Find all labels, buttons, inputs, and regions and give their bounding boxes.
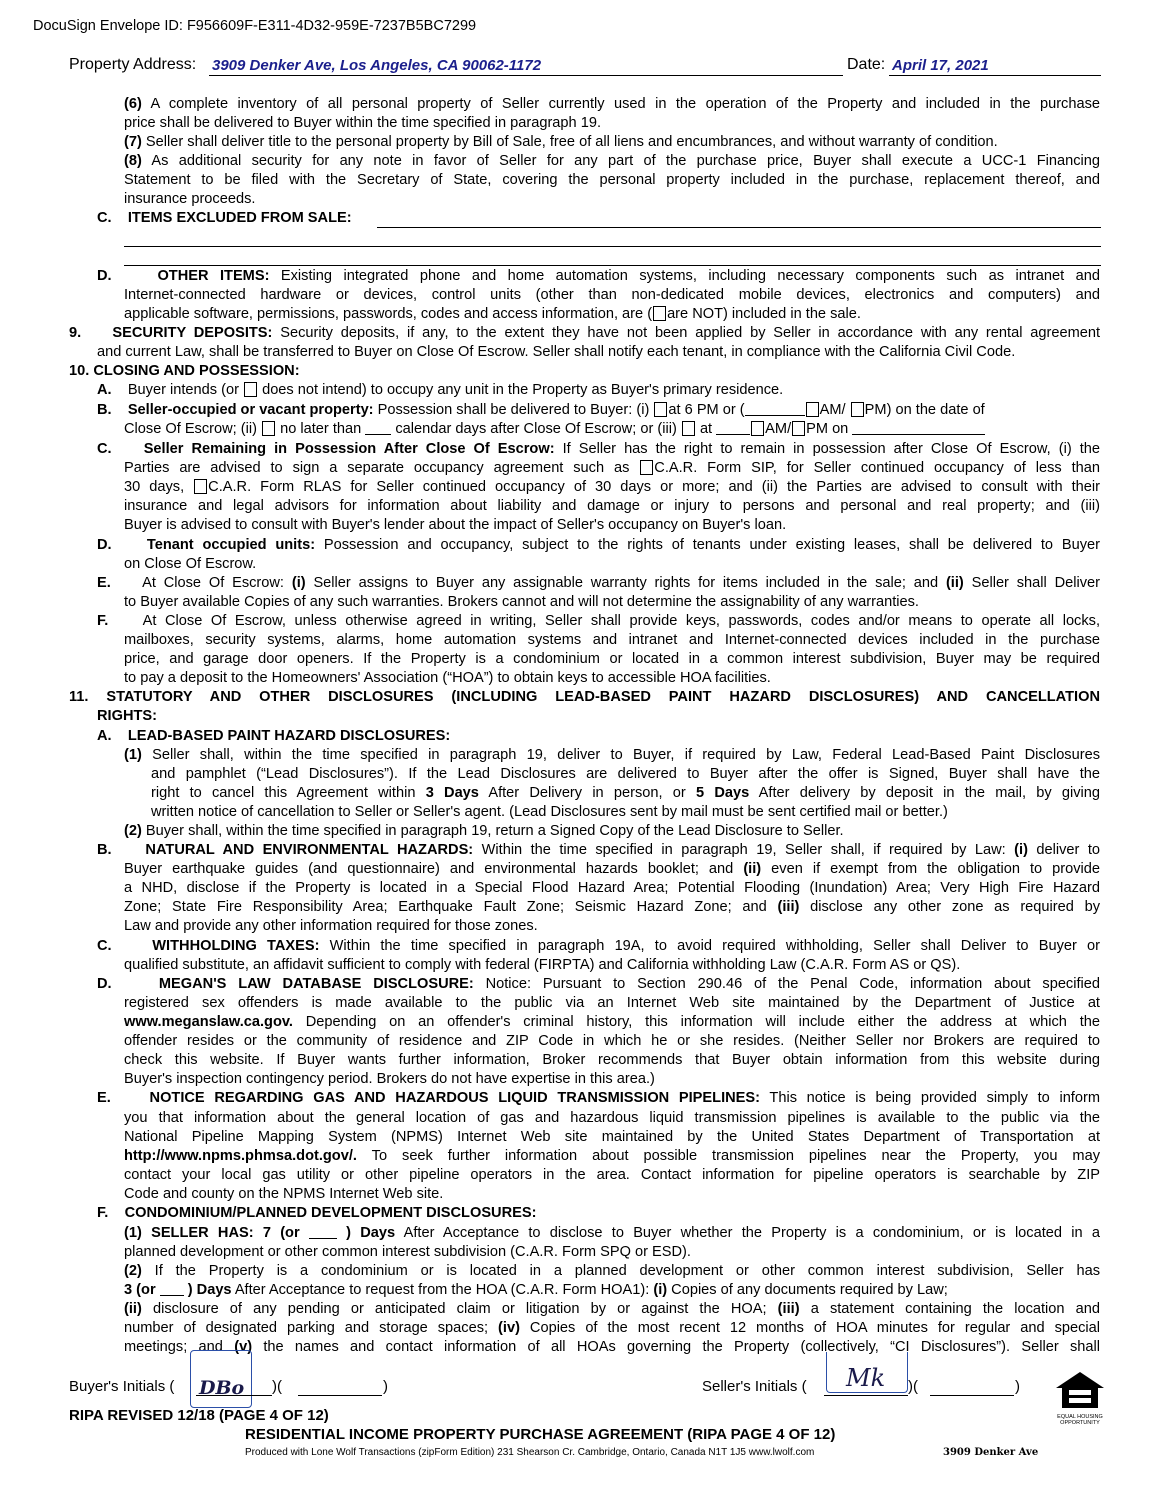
para-11b-line5: Law and provide any other information required for those zones. — [124, 918, 538, 934]
seller-initials-close: ) — [1015, 1378, 1020, 1395]
para-11a2: (2) Buyer shall, within the time specified in paragraph 19, return a Signed Copy of the Lead Disclosure to Seller. — [124, 823, 844, 839]
para-11d-line1: D. MEGAN'S LAW DATABASE DISCLOSURE: Notice: Pursuant to Section 290.46 of the Penal Code, information about specified — [97, 976, 1101, 992]
para-8d-line2: Internet-connected hardware or devices, control units (other than non-dedicated mobile devices, electronics and computers) and — [124, 287, 1100, 303]
buyer-initials-separator: )( — [272, 1378, 282, 1395]
possession-pm2-checkbox[interactable] — [792, 421, 805, 436]
equal-housing-text: EQUAL HOUSING OPPORTUNITY — [1057, 1414, 1103, 1426]
para-11d-line3: www.meganslaw.ca.gov. Depending on an offender's criminal history, this information will include either the address at which the — [124, 1014, 1100, 1030]
para-8b8-line2: Statement to be filed with the Secretary of State, covering the personal property included in the purchase, replacement thereof, and — [124, 172, 1100, 188]
para-11f2-line3: (ii) disclosure of any pending or anticipated claim or litigation by or against the HOA; (iii) a statement containing the location and — [124, 1301, 1101, 1317]
buyer-initials-line2[interactable] — [298, 1395, 382, 1396]
buyer-initials-signature: DBo — [199, 1377, 245, 1399]
hoa-days-blank[interactable] — [160, 1295, 184, 1296]
para-10c-line2: Parties are advised to sign a separate occupancy agreement such as C.A.R. Form SIP, for Seller continued occupancy of less than — [124, 460, 1100, 476]
are-not-checkbox[interactable] — [653, 306, 666, 321]
para-11f2-line1: (2) If the Property is a condominium or is located in a planned development or other common interest subdivision, Seller has — [124, 1263, 1100, 1279]
possession-6pm-checkbox[interactable] — [654, 402, 667, 417]
calendar-days-blank[interactable] — [365, 434, 391, 435]
produced-by: Produced with Lone Wolf Transactions (zipForm Edition) 231 Shearson Cr. Cambridge, Ontario, Canada N1T 1J5 www.lwolf.com — [245, 1447, 815, 1458]
section-10-heading: 10. CLOSING AND POSSESSION: — [69, 363, 300, 379]
para-10d-line1: D. Tenant occupied units: Possession and occupancy, subject to the rights of tenants under existing leases, shall be delivered to Buyer — [97, 537, 1100, 553]
equal-housing-icon — [1054, 1370, 1106, 1410]
seller-initials-line2[interactable] — [930, 1395, 1014, 1396]
para-11d-line6: Buyer's inspection contingency period. Brokers do not have expertise in this area.) — [124, 1071, 655, 1087]
no-later-than-checkbox[interactable] — [262, 421, 275, 436]
para-11d-line2: registered sex offenders is made available to the public via an Internet Web site maintained by the Department of Justice at — [124, 995, 1100, 1011]
para-11e-line5: contact your local gas utility or other pipeline operators in the area. Contact information for pipeline operators is searchable by ZIP — [124, 1167, 1100, 1183]
date-underline — [889, 75, 1101, 76]
possession-time-blank[interactable] — [745, 415, 805, 416]
buyer-initials-label: Buyer's Initials ( — [69, 1378, 175, 1395]
para-11b-line3: a NHD, disclose if the Property is located in a Special Flood Hazard Area; Potential Flooding (Inundation) Area; Very High Fire Hazard — [124, 880, 1100, 896]
para-11f1-line1: (1) SELLER HAS: 7 (or ) Days After Acceptance to disclose to Buyer whether the Property is a condominium, or is located in a — [124, 1225, 1100, 1241]
para-11c-line2: qualified substitute, an affidavit sufficient to comply with federal (FIRPTA) and California withholding Law (C.A.R. Form AS or QS). — [124, 957, 961, 973]
items-excluded-line1[interactable] — [377, 227, 1101, 228]
seller-initials-label: Seller's Initials ( — [702, 1378, 807, 1395]
para-8b8-line3: insurance proceeds. — [124, 191, 256, 207]
property-header — [0, 56, 1166, 80]
possession-time2-blank[interactable] — [716, 434, 750, 435]
para-11f2-line4: number of designated parking and storage spaces; (iv) Copies of the most recent 12 months of HOA minutes for regular and special — [124, 1320, 1101, 1336]
possession-pm-checkbox[interactable] — [851, 402, 864, 417]
seller-has-days-blank[interactable] — [309, 1238, 337, 1239]
docusign-envelope-id: DocuSign Envelope ID: F956609F-E311-4D32-959E-7237B5BC7299 — [33, 18, 477, 34]
para-10f-line1: F. At Close Of Escrow, unless otherwise agreed in writing, Seller shall provide keys, passwords, codes and/or means to operate all locks, — [97, 613, 1101, 629]
para-11e-line2: you that information about the general location of gas and hazardous liquid transmission pipelines is available to the public via the — [124, 1110, 1100, 1126]
para-11f-heading: F. CONDOMINIUM/PLANNED DEVELOPMENT DISCLOSURES: — [97, 1205, 537, 1221]
seller-initials-signature: Mk — [846, 1364, 886, 1392]
para-11a1-line3: right to cancel this Agreement within 3 Days After Delivery in person, or 5 Days After delivery by deposit in the mail, by giving — [151, 785, 1101, 801]
para-9-line1: 9. SECURITY DEPOSITS: Security deposits, if any, to the extent they have not been applied by Seller in accordance with any rental agreement — [69, 325, 1101, 341]
para-10f-line3: price, and garage door openers. If the Property is a condominium or located in a common interest subdivision, Buyer may be required — [124, 651, 1100, 667]
property-address-label: Property Address: — [69, 56, 197, 73]
para-10a: A. Buyer intends (or does not intend) to occupy any unit in the Property as Buyer's primary residence. — [97, 382, 784, 398]
para-10c-line5: Buyer is advised to consult with Buyer's lender about the impact of Seller's occupancy on Buyer's loan. — [124, 517, 787, 533]
form-revision: RIPA REVISED 12/18 (PAGE 4 OF 12) — [69, 1407, 329, 1424]
para-10c-line4: insurance and legal advisors for information about liability and damage or injury to persons and personal and real property; and (iii) — [124, 498, 1100, 514]
possession-date-checkbox[interactable] — [682, 421, 695, 436]
para-10e-line1: E. At Close Of Escrow: (i) Seller assigns to Buyer any assignable warranty rights for items included in the sale; and (ii) Seller shall Deliver — [97, 575, 1100, 591]
para-8d-line3: applicable software, permissions, passwords, codes and access information, are ( are NOT) included in the sale. — [124, 306, 861, 322]
file-name: 3909 Denker Ave — [943, 1447, 1039, 1458]
does-not-intend-checkbox[interactable] — [244, 382, 257, 397]
para-11b-line1: B. NATURAL AND ENVIRONMENTAL HAZARDS: Within the time specified in paragraph 19, Seller shall, if required by Law: (i) deliver to — [97, 842, 1101, 858]
para-11a1-line2: and pamphlet (“Lead Disclosures”). If the Lead Disclosures are delivered to Buyer after the offer is Signed, Buyer shall have the — [151, 766, 1100, 782]
items-excluded-line3[interactable] — [124, 265, 1101, 266]
para-11e-line1: E. NOTICE REGARDING GAS AND HAZARDOUS LIQUID TRANSMISSION PIPELINES: This notice is being provided simply to inform — [97, 1090, 1100, 1106]
section-11-heading-line2: RIGHTS: — [97, 708, 157, 724]
property-address-value[interactable]: 3909 Denker Ave, Los Angeles, CA 90062-1172 — [212, 57, 542, 74]
para-10b-line2: Close Of Escrow; (ii) no later than calendar days after Close Of Escrow; or (iii) at AM/ PM on — [124, 420, 1166, 439]
possession-am2-checkbox[interactable] — [751, 421, 764, 436]
para-11b-line2: Buyer earthquake guides (and questionnaire) and environmental hazards booklet; and (ii) even if exempt from the obligation to provide — [124, 861, 1100, 877]
seller-initials-separator: )( — [908, 1378, 918, 1395]
para-11a1-line4: written notice of cancellation to Seller or Seller's agent. (Lead Disclosures sent by mail must be sent certified mail or better.) — [151, 804, 948, 820]
npms-link[interactable]: http://www.npms.phmsa.dot.gov/. — [124, 1148, 357, 1164]
para-10e-line2: to Buyer available Copies of any such warranties. Brokers cannot and will not determine the assignability of any warranties. — [124, 594, 919, 610]
para-11e-line3: National Pipeline Mapping System (NPMS) Internet Web site maintained by the United States Department of Transportation at — [124, 1129, 1100, 1145]
para-8b6-line1: (6) A complete inventory of all personal property of Seller currently used in the operation of the Property and included in the purchase — [124, 96, 1101, 112]
date-label: Date: — [847, 56, 886, 73]
para-11e-line4: http://www.npms.phmsa.dot.gov/. To seek further information about possible transmission pipelines near the Property, you may — [124, 1148, 1100, 1164]
para-10f-line2: mailboxes, security systems, alarms, home automation systems and intranet and Internet-connected devices included in the purchase — [124, 632, 1100, 648]
para-11f1-line2: planned development or other common interest subdivision (C.A.R. Form SPQ or ESD). — [124, 1244, 691, 1260]
para-8b6-line2: price shall be delivered to Buyer within the time specified in paragraph 19. — [124, 115, 601, 131]
para-11b-line4: Zone; State Fire Responsibility Area; Earthquake Fault Zone; Seismic Hazard Zone; and (iii) disclose any other zone as required by — [124, 899, 1100, 915]
form-title: RESIDENTIAL INCOME PROPERTY PURCHASE AGREEMENT (RIPA PAGE 4 OF 12) — [245, 1426, 836, 1443]
para-8d-line1: D. OTHER ITEMS: Existing integrated phone and home automation systems, including necessary components such as intranet and — [97, 268, 1100, 284]
possession-am-checkbox[interactable] — [806, 402, 819, 417]
para-10c-line3: 30 days, C.A.R. Form RLAS for Seller continued occupancy of 30 days or more; and (ii) the Parties are advised to consult with their — [124, 479, 1101, 495]
para-10f-line4: to pay a deposit to the Homeowners' Association (“HOA”) to obtain keys to accessible HOA facilities. — [124, 670, 771, 686]
possession-date-blank[interactable] — [852, 434, 985, 435]
para-11e-line6: Code and county on the NPMS Internet Web site. — [124, 1186, 444, 1202]
buyer-initials-close: ) — [383, 1378, 388, 1395]
car-form-rlas-checkbox[interactable] — [194, 479, 207, 494]
para-10d-line2: on Close Of Escrow. — [124, 556, 257, 572]
para-11d-line4: offender resides or the community of residence and ZIP Code in which he or she resides. (Neither Seller nor Brokers are required to — [124, 1033, 1100, 1049]
para-11f2-line2: 3 (or ) Days After Acceptance to request from the HOA (C.A.R. Form HOA1): (i) Copies of any documents required by Law; — [124, 1282, 948, 1298]
para-11c-line1: C. WITHHOLDING TAXES: Within the time specified in paragraph 19A, to avoid required withholding, Seller shall Deliver to Buyer or — [97, 938, 1100, 954]
para-11a-heading: A. LEAD-BASED PAINT HAZARD DISCLOSURES: — [97, 728, 451, 744]
para-11f2-line5: meetings; and (v) the names and contact information of all HOAs governing the Property (collectively, “CI Disclosures”). Seller shall — [124, 1339, 1100, 1355]
para-10c-line1: C. Seller Remaining in Possession After Close Of Escrow: If Seller has the right to remain in possession after Close Of Escrow, (i) the — [97, 441, 1100, 457]
car-form-sip-checkbox[interactable] — [640, 460, 653, 475]
seller-initials-line1 — [824, 1395, 908, 1396]
para-11d-line5: check this website. If Buyer wants further information, Broker recommends that Buyer obtain information from this website during — [124, 1052, 1100, 1068]
para-11a1-line1: (1) Seller shall, within the time specified in paragraph 19, deliver to Buyer, if required by Law, Federal Lead-Based Paint Disclosures — [124, 747, 1100, 763]
para-8b7: (7) Seller shall deliver title to the personal property by Bill of Sale, free of all liens and encumbrances, and without warranty of condition. — [124, 134, 998, 150]
initials-row — [0, 1364, 1166, 1408]
para-10b-line1: B. Seller-occupied or vacant property: Possession shall be delivered to Buyer: (i) at 6 PM or ( AM/ PM) on the date of — [97, 402, 985, 418]
para-8b8-line1: (8) As additional security for any note in favor of Seller for any part of the purchase price, Buyer shall execute a UCC-1 Financing — [124, 153, 1101, 169]
property-address-underline — [209, 75, 843, 76]
para-9-line2: and current Law, shall be transferred to Buyer on Close Of Escrow. Seller shall notify each tenant, in compliance with the California Civil Code. — [97, 344, 1016, 360]
date-value[interactable]: April 17, 2021 — [892, 57, 989, 74]
para-8c: C. ITEMS EXCLUDED FROM SALE: — [97, 210, 352, 226]
items-excluded-line2[interactable] — [124, 246, 1101, 247]
meganslaw-link[interactable]: www.meganslaw.ca.gov. — [124, 1014, 293, 1030]
equal-housing-logo — [1054, 1370, 1106, 1426]
section-11-heading-line1: 11. STATUTORY AND OTHER DISCLOSURES (INCLUDING LEAD-BASED PAINT HAZARD DISCLOSURES) AND CANCELLATION — [69, 689, 1100, 705]
document-body — [0, 95, 1166, 1365]
buyer-initials-line1 — [196, 1395, 272, 1396]
